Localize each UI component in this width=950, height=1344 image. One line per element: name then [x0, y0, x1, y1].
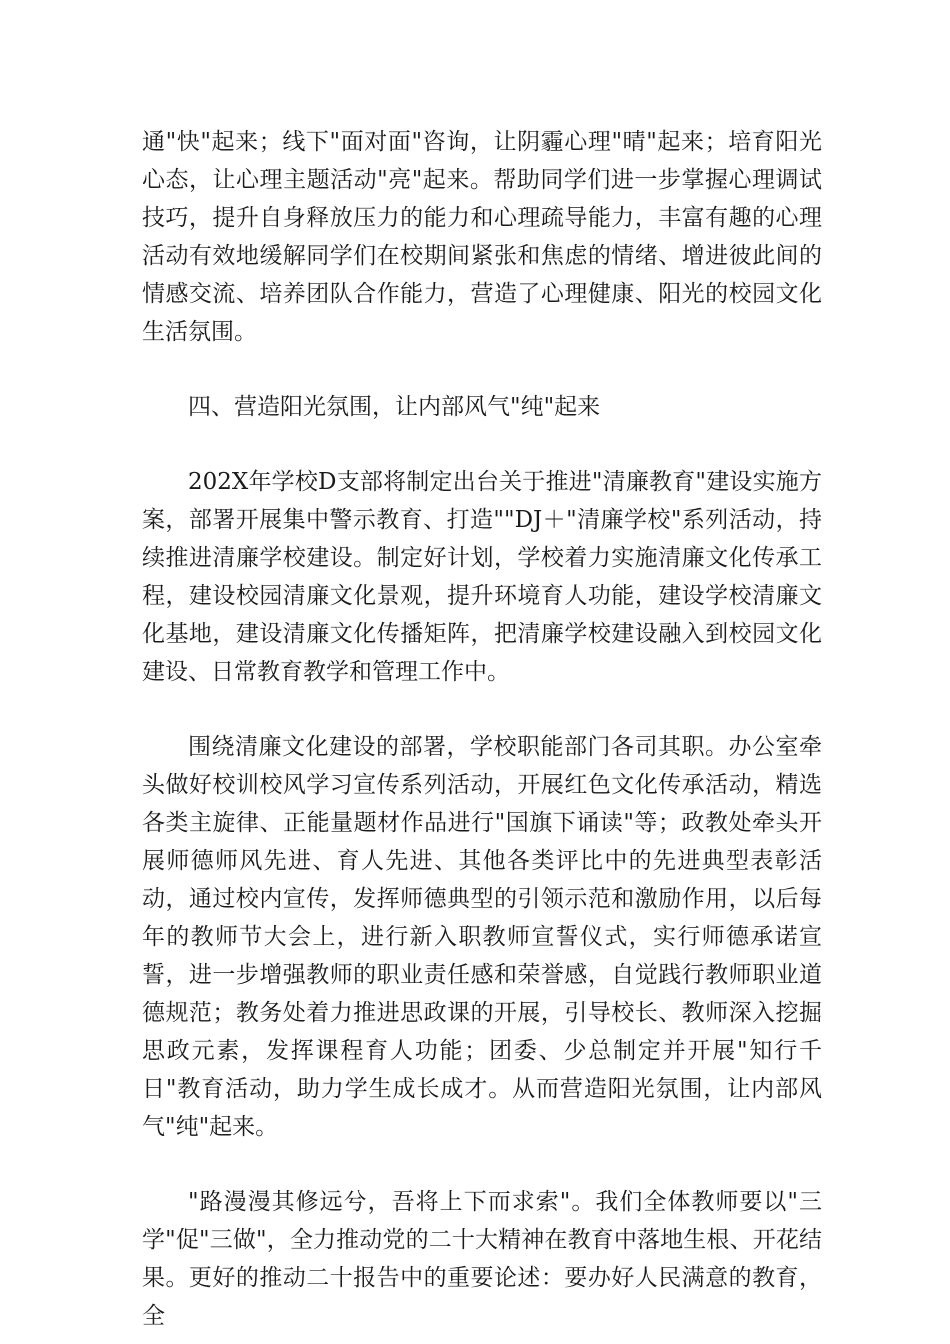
paragraph: "路漫漫其修远兮，吾将上下而求索"。我们全体教师要以"三学"促"三做"，全力推动党的二十大精神在教育中落地生根、开花结果。更好的推动二十报告中的重要论述：要办好人民满意的教育，全 [142, 1189, 822, 1329]
paragraph: 围绕清廉文化建设的部署，学校职能部门各司其职。办公室牵头做好校训校风学习宣传系列活动，开展红色文化传承活动，精选各类主旋律、正能量题材作品进行"国旗下诵读"等；政教处牵头开展师德师风先进、育人先进、其他各类评比中的先进典型表彰活动，通过校内宣传，发挥师德典型的引领示范和激励作用，以后每年的教师节大会上，进行新入职教师宣誓仪式，实行师德承诺宣誓，进一步增强教师的职业责任感和荣誉感，自觉践行教师职业道德规范；教务处着力推进思政课的开展，引导校长、教师深入挖掘思政元素，发挥课程育人功能；团委、少总制定并开展"知行千日"教育活动，助力学生成长成才。从而营造阳光氛围，让内部风气"纯"起来。 [142, 734, 822, 1140]
paragraph-continuation: 通"快"起来；线下"面对面"咨询，让阴霾心理"晴"起来；培育阳光心态，让心理主题活动"亮"起来。帮助同学们进一步掌握心理调试技巧，提升自身释放压力的能力和心理疏导能力，丰富有趣的心理活动有效地缓解同学们在校期间紧张和焦虑的情绪、增进彼此间的情感交流、培养团队合作能力，营造了心理健康、阳光的校园文化生活氛围。 [142, 129, 822, 345]
document-body [142, 123, 822, 1335]
paragraph: 202X年学校D支部将制定出台关于推进"清廉教育"建设实施方案，部署开展集中警示教育、打造""DJ＋"清廉学校"系列活动，持续推进清廉学校建设。制定好计划，学校着力实施清廉文化传承工程，建设校园清廉文化景观，提升环境育人功能，建设学校清廉文化基地，建设清廉文化传播矩阵，把清廉学校建设融入到校园文化建设、日常教育教学和管理工作中。 [142, 469, 822, 685]
section-heading: 四、营造阳光氛围，让内部风气"纯"起来 [188, 394, 601, 420]
